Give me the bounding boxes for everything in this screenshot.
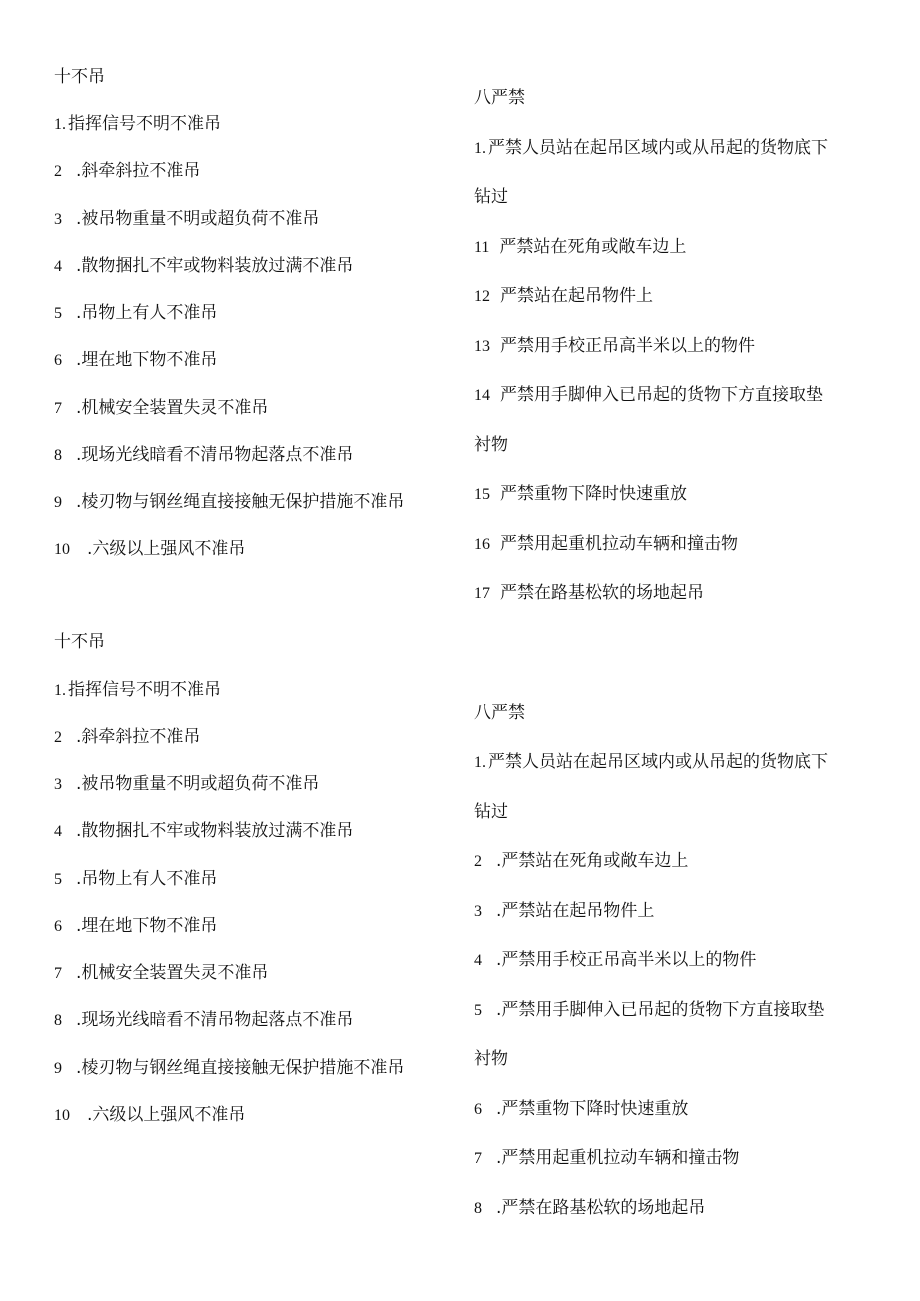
item-text: 严禁用手校正吊高半米以上的物件 (500, 336, 755, 356)
item-text: .埋在地下物不准吊 (76, 350, 218, 370)
item-number: 7 (54, 400, 62, 417)
item-number: 5 (54, 305, 62, 322)
item-number: 7 (474, 1150, 482, 1167)
list-item (474, 754, 828, 771)
item-number: 3 (54, 211, 62, 228)
item-number: 1. (474, 140, 486, 157)
list-item (474, 1200, 705, 1217)
item-number: 4 (54, 823, 62, 840)
section-title: 十不吊 (54, 632, 105, 652)
item-text: .吊物上有人不准吊 (76, 303, 218, 323)
item-number: 2 (474, 853, 482, 870)
item-text: .严禁站在死角或敞车边上 (496, 851, 689, 871)
item-text: .严禁用手校正吊高半米以上的物件 (496, 950, 757, 970)
item-number: 6 (474, 1101, 482, 1118)
section-title: 八严禁 (474, 88, 525, 108)
item-text: 严禁站在起吊物件上 (500, 286, 653, 306)
item-text: 指挥信号不明不准吊 (68, 114, 221, 134)
item-number: 4 (54, 258, 62, 275)
item-text: .六级以上强风不准吊 (87, 1105, 246, 1125)
item-number: 6 (54, 352, 62, 369)
list-item (474, 952, 756, 969)
item-text: 严禁在路基松软的场地起吊 (500, 583, 704, 603)
list-item (474, 1150, 739, 1167)
item-text: 严禁重物下降时快速重放 (500, 484, 687, 504)
list-item (54, 682, 221, 699)
list-item (54, 965, 268, 982)
item-number: 3 (474, 903, 482, 920)
item-number: 4 (474, 952, 482, 969)
item-number: 9 (54, 1060, 62, 1077)
item-number: 7 (54, 965, 62, 982)
item-text: 指挥信号不明不准吊 (68, 680, 221, 700)
ten-no-lift-section-2 (54, 0, 454, 1200)
section-title: 十不吊 (54, 67, 105, 87)
item-text: .斜牵斜拉不准吊 (76, 161, 201, 181)
item-number: 8 (474, 1200, 482, 1217)
list-item (54, 871, 217, 888)
list-item (54, 1012, 353, 1029)
item-text: .严禁重物下降时快速重放 (496, 1099, 689, 1119)
item-number: 13 (474, 338, 490, 355)
eight-prohibitions-section-2 (474, 0, 894, 1240)
item-number: 11 (474, 239, 490, 256)
item-text: .斜牵斜拉不准吊 (76, 727, 201, 747)
item-text: .六级以上强风不准吊 (87, 539, 246, 559)
list-item (54, 823, 353, 840)
item-text: .现场光线暗看不清吊物起落点不准吊 (76, 1010, 354, 1030)
item-text: 严禁用起重机拉动车辆和撞击物 (500, 534, 738, 554)
item-number: 12 (474, 288, 490, 305)
item-text: .现场光线暗看不清吊物起落点不准吊 (76, 445, 354, 465)
item-continuation: 衬物 (474, 435, 508, 455)
item-number: 8 (54, 1012, 62, 1029)
item-text: 严禁用手脚伸入已吊起的货物下方直接取垫 (500, 385, 823, 405)
item-number: 5 (54, 871, 62, 888)
item-number: 8 (54, 447, 62, 464)
item-text: 严禁人员站在起吊区域内或从吊起的货物底下 (488, 752, 828, 772)
item-continuation: 钻过 (474, 187, 508, 207)
item-number: 1. (474, 754, 486, 771)
item-text: .埋在地下物不准吊 (76, 916, 218, 936)
item-text: .严禁在路基松软的场地起吊 (496, 1198, 706, 1218)
item-text: .吊物上有人不准吊 (76, 869, 218, 889)
item-number: 6 (54, 918, 62, 935)
section-title: 八严禁 (474, 703, 525, 723)
item-text: .机械安全装置失灵不准吊 (76, 963, 269, 983)
item-number: 15 (474, 486, 490, 503)
item-text: .严禁站在起吊物件上 (496, 901, 655, 921)
item-text: .机械安全装置失灵不准吊 (76, 398, 269, 418)
item-number: 10 (54, 541, 70, 558)
item-number: 9 (54, 494, 62, 511)
item-number: 17 (474, 585, 490, 602)
item-continuation: 衬物 (474, 1049, 508, 1069)
item-text: .严禁用起重机拉动车辆和撞击物 (496, 1148, 740, 1168)
item-text: .被吊物重量不明或超负荷不准吊 (76, 209, 320, 229)
list-item (474, 853, 688, 870)
item-text: .散物捆扎不牢或物料装放过满不准吊 (76, 256, 354, 276)
item-text: .严禁用手脚伸入已吊起的货物下方直接取垫 (496, 1000, 825, 1020)
list-item (474, 1002, 824, 1019)
item-number: 3 (54, 776, 62, 793)
list-item (474, 903, 654, 920)
item-number: 10 (54, 1107, 70, 1124)
item-text: .棱刃物与钢丝绳直接接触无保护措施不准吊 (76, 492, 405, 512)
item-text: .棱刃物与钢丝绳直接接触无保护措施不准吊 (76, 1058, 405, 1078)
list-item (54, 1107, 245, 1124)
item-number: 1. (54, 682, 66, 699)
list-item (54, 1060, 404, 1077)
item-text: 严禁人员站在起吊区域内或从吊起的货物底下 (488, 138, 828, 158)
list-item (54, 729, 200, 746)
item-number: 2 (54, 163, 62, 180)
list-item (54, 776, 319, 793)
item-continuation: 钻过 (474, 802, 508, 822)
list-item (474, 1101, 688, 1118)
item-number: 14 (474, 387, 490, 404)
item-number: 16 (474, 536, 490, 553)
item-number: 5 (474, 1002, 482, 1019)
item-text: .散物捆扎不牢或物料装放过满不准吊 (76, 821, 354, 841)
item-text: .被吊物重量不明或超负荷不准吊 (76, 774, 320, 794)
item-text: 严禁站在死角或敞车边上 (499, 237, 687, 257)
item-number: 1. (54, 116, 66, 133)
item-number: 2 (54, 729, 62, 746)
list-item (54, 918, 217, 935)
